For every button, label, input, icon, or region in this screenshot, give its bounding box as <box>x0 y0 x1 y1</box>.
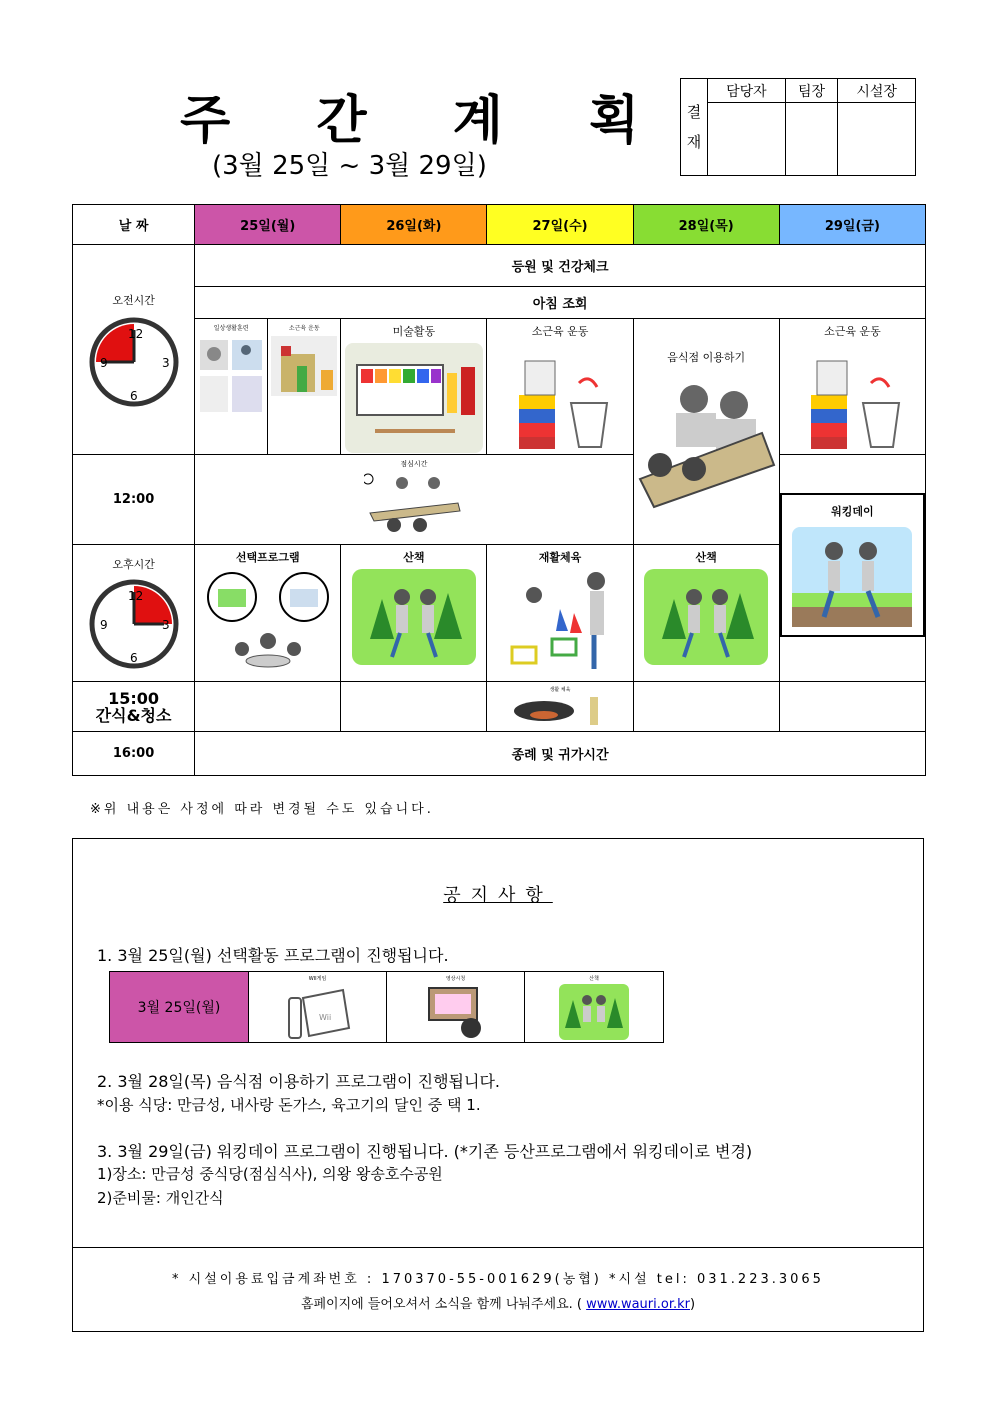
activity-walk-tue: 산책 <box>341 545 487 682</box>
notice-item-2: 2. 3월 28일(목) 음식점 이용하기 프로그램이 진행됩니다. <box>97 1072 501 1091</box>
walk-cell: 산책 <box>525 972 663 1042</box>
notice-item-3-items: 2)준비물: 개인간식 <box>97 1189 224 1207</box>
notice-item-1: 1. 3월 25일(월) 선택활동 프로그램이 진행됩니다. <box>97 946 449 965</box>
afternoon-label: 오후시간 <box>112 558 155 571</box>
change-notice: ※위 내용은 사정에 따라 변경될 수도 있습니다. <box>90 802 434 817</box>
svg-text:3: 3 <box>161 355 170 370</box>
cup-stacking-icon <box>797 343 907 453</box>
notice-item-3: 3. 3월 29일(금) 워킹데이 프로그램이 진행됩니다. (*기존 등산프로그램에서 워킹데이로 변경) <box>97 1142 753 1161</box>
restaurant-icon <box>636 369 776 509</box>
daily-living-icon <box>198 336 264 416</box>
castle-icon <box>271 336 337 396</box>
svg-text:12: 12 <box>127 326 143 341</box>
morning-cell <box>73 245 195 455</box>
homepage-link[interactable]: www.wauri.or.kr <box>586 1297 690 1312</box>
account-info: * 시설이용료입금계좌번호 : 170370-55-001629(농협) *시설 tel: 031.223.3065 <box>172 1272 824 1287</box>
choice-program-images <box>109 971 664 1043</box>
homepage-info: 홈페이지에 들어오셔서 소식을 함께 나눠주세요. ( www.wauri.or.kr) <box>300 1297 696 1312</box>
date-header: 날 짜 <box>73 205 195 245</box>
approval-label: 결 재 <box>681 79 708 176</box>
walking-day-box: 워킹데이 <box>780 493 925 637</box>
wii-game-cell: WII게임 Wii <box>249 972 387 1042</box>
activity-life-sports: 생활 체육 <box>487 682 633 732</box>
empty-cell <box>195 682 341 732</box>
activity-walking-day-cell <box>779 504 925 682</box>
svg-text:Wii: Wii <box>318 1013 331 1022</box>
notice-title: 공지사항 <box>443 885 553 906</box>
activity-fine-motor-wed: 소근육 운동 <box>487 319 633 455</box>
empty-cell <box>633 682 779 732</box>
cup-stacking-icon <box>505 343 615 453</box>
approval-table <box>680 78 916 176</box>
morning-assembly: 아침 조회 <box>195 287 926 319</box>
lunch-time: 점심시간 <box>195 455 633 545</box>
morning-label: 오전시간 <box>112 293 155 307</box>
notice-footer <box>73 1247 923 1312</box>
snack-time-cell: 15:00 간식&청소 <box>73 682 195 732</box>
day-header-fri: 29일(금) <box>779 205 925 245</box>
approval-role: 시설장 <box>838 79 916 103</box>
empty-cell <box>341 682 487 732</box>
svg-text:12: 12 <box>127 589 143 603</box>
noon-time: 12:00 <box>73 455 195 545</box>
notice-item-3-place: 1)장소: 만금성 중식당(점심식사), 의왕 왕송호수공원 <box>97 1165 443 1183</box>
notice-date-cell: 3월 25일(월) <box>110 972 249 1042</box>
walking-day-icon <box>792 527 912 627</box>
day-header-mon: 25일(월) <box>195 205 341 245</box>
activity-art: 미술활동 <box>341 319 487 455</box>
notice-box <box>72 838 924 1332</box>
walk-icon <box>352 569 476 665</box>
svg-text:3: 3 <box>161 618 170 632</box>
approval-role: 담당자 <box>708 79 786 103</box>
bowling-icon <box>510 695 610 727</box>
activity-fine-motor-fri: 소근육 운동 <box>779 319 925 455</box>
svg-text:6: 6 <box>129 651 138 665</box>
activity-fine-motor-mon: 소근육 운동 <box>268 319 341 455</box>
day-header-thu: 28일(목) <box>633 205 779 245</box>
walk-icon <box>644 569 768 665</box>
date-range: (3월 25일 ~ 3월 29일) <box>212 151 487 181</box>
activity-choice-program: 선택프로그램 <box>195 545 341 682</box>
approval-signature-box[interactable] <box>785 103 837 176</box>
closing-time: 종례 및 귀가시간 <box>195 732 926 776</box>
arrival-health-check: 등원 및 건강체크 <box>195 245 926 287</box>
walk-icon <box>559 984 629 1040</box>
empty-cell <box>779 682 925 732</box>
activity-daily-living: 일상생활훈련 <box>195 319 268 455</box>
afternoon-cell <box>73 545 195 682</box>
approval-role: 팀장 <box>785 79 837 103</box>
video-screen-icon <box>421 984 491 1040</box>
clock-afternoon-icon <box>88 578 180 670</box>
svg-text:9: 9 <box>99 355 108 370</box>
notice-item-2-detail: *이용 식당: 만금성, 내사랑 돈가스, 육고기의 달인 중 택 1. <box>97 1096 481 1114</box>
choice-program-icon <box>204 569 332 681</box>
activity-rehab-sports: 재활체육 <box>487 545 633 682</box>
game-console-icon <box>283 984 353 1040</box>
activity-restaurant: 음식점 이용하기 <box>633 319 779 545</box>
end-time: 16:00 <box>73 732 195 776</box>
approval-signature-box[interactable] <box>838 103 916 176</box>
weekly-schedule-table <box>72 204 926 776</box>
rehab-sports-icon <box>498 569 622 673</box>
video-watching-cell: 영상시청 <box>387 972 525 1042</box>
clock-morning-icon <box>88 316 180 408</box>
svg-text:9: 9 <box>99 618 108 632</box>
lunch-table-icon <box>364 473 464 537</box>
approval-signature-box[interactable] <box>708 103 786 176</box>
activity-walk-thu: 산책 <box>633 545 779 682</box>
svg-text:6: 6 <box>129 388 138 403</box>
page-title: 주 간 계 획 <box>180 91 674 151</box>
paint-palette-icon <box>345 343 483 453</box>
day-header-tue: 26일(화) <box>341 205 487 245</box>
day-header-wed: 27일(수) <box>487 205 633 245</box>
